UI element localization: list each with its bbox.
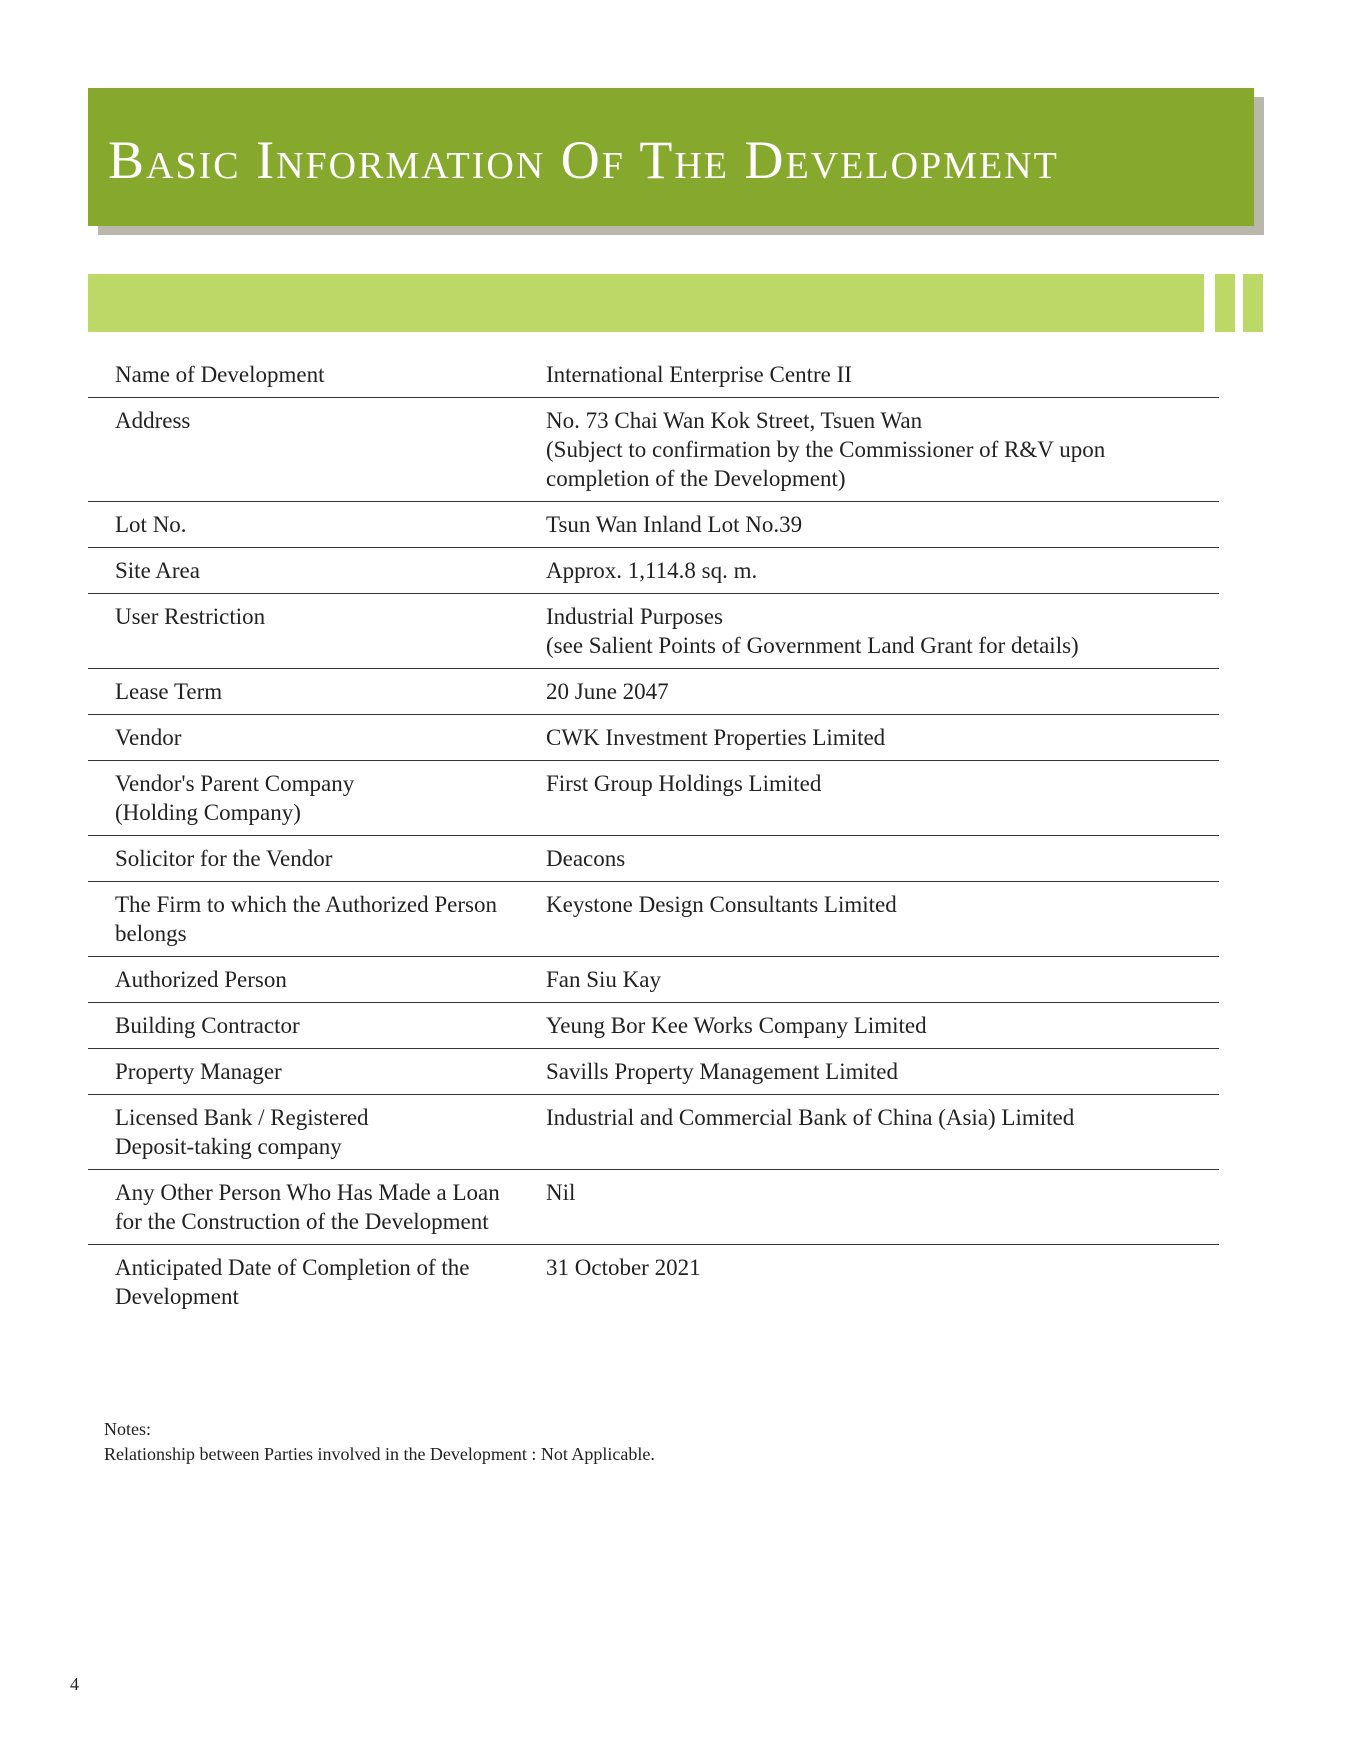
table-row <box>88 548 1219 594</box>
row-label: User Restriction <box>115 604 266 629</box>
notes-section <box>104 1417 655 1467</box>
row-value: 20 June 2047 <box>546 679 669 704</box>
table-row <box>88 352 1219 398</box>
row-value: CWK Investment Properties Limited <box>546 725 886 750</box>
section-header-bar <box>88 274 1204 332</box>
row-label: Licensed Bank / Registered Deposit-taking company <box>115 1105 369 1159</box>
table-row <box>88 715 1219 761</box>
row-value: Industrial Purposes (see Salient Points of Government Land Grant for details) <box>546 604 1079 658</box>
table-row <box>88 398 1219 502</box>
table-row <box>88 882 1219 957</box>
row-label: Vendor's Parent Company (Holding Company) <box>115 771 355 825</box>
row-value: Fan Siu Kay <box>546 967 661 992</box>
row-value: Approx. 1,114.8 sq. m. <box>546 558 758 583</box>
row-value: First Group Holdings Limited <box>546 771 822 796</box>
table-row <box>88 1003 1219 1049</box>
row-value: Savills Property Management Limited <box>546 1059 898 1084</box>
table-row <box>88 761 1219 836</box>
row-value: No. 73 Chai Wan Kok Street, Tsuen Wan (Subject to confirmation by the Commissioner of R&V upon completion of the Development) <box>546 408 1106 491</box>
row-label: Name of Development <box>115 362 325 387</box>
table-row <box>88 836 1219 882</box>
table-row <box>88 502 1219 548</box>
table-row <box>88 1049 1219 1095</box>
table-row <box>88 1245 1219 1319</box>
row-label: Vendor <box>115 725 182 750</box>
table-row <box>88 957 1219 1003</box>
table-row <box>88 1170 1219 1245</box>
row-value: Yeung Bor Kee Works Company Limited <box>546 1013 927 1038</box>
row-label: Building Contractor <box>115 1013 300 1038</box>
row-label: Lot No. <box>115 512 187 537</box>
development-info-table <box>88 352 1219 1319</box>
row-value: International Enterprise Centre II <box>546 362 852 387</box>
table-row <box>88 594 1219 669</box>
row-label: Property Manager <box>115 1059 282 1084</box>
row-value: 31 October 2021 <box>546 1255 701 1280</box>
row-label: Any Other Person Who Has Made a Loan for the Construction of the Development <box>115 1180 500 1234</box>
row-value: Deacons <box>546 846 626 871</box>
decorative-stripe <box>1243 274 1263 332</box>
row-label: Address <box>115 408 191 433</box>
notes-text: Relationship between Parties involved in the Development : Not Applicable. <box>104 1444 655 1464</box>
table-row <box>88 1095 1219 1170</box>
row-label: The Firm to which the Authorized Person belongs <box>115 892 497 946</box>
row-value: Keystone Design Consultants Limited <box>546 892 897 917</box>
row-value: Industrial and Commercial Bank of China (Asia) Limited <box>546 1105 1075 1130</box>
row-value: Tsun Wan Inland Lot No.39 <box>546 512 803 537</box>
page-title: Basic Information Of The Development <box>108 130 1059 190</box>
page-number: 4 <box>70 1674 79 1694</box>
row-label: Authorized Person <box>115 967 287 992</box>
decorative-stripe <box>1215 274 1235 332</box>
row-label: Anticipated Date of Completion of the Development <box>115 1255 470 1309</box>
row-label: Solicitor for the Vendor <box>115 846 333 871</box>
notes-heading: Notes: <box>104 1419 151 1439</box>
row-label: Site Area <box>115 558 200 583</box>
table-row <box>88 669 1219 715</box>
row-value: Nil <box>546 1180 576 1205</box>
row-label: Lease Term <box>115 679 223 704</box>
